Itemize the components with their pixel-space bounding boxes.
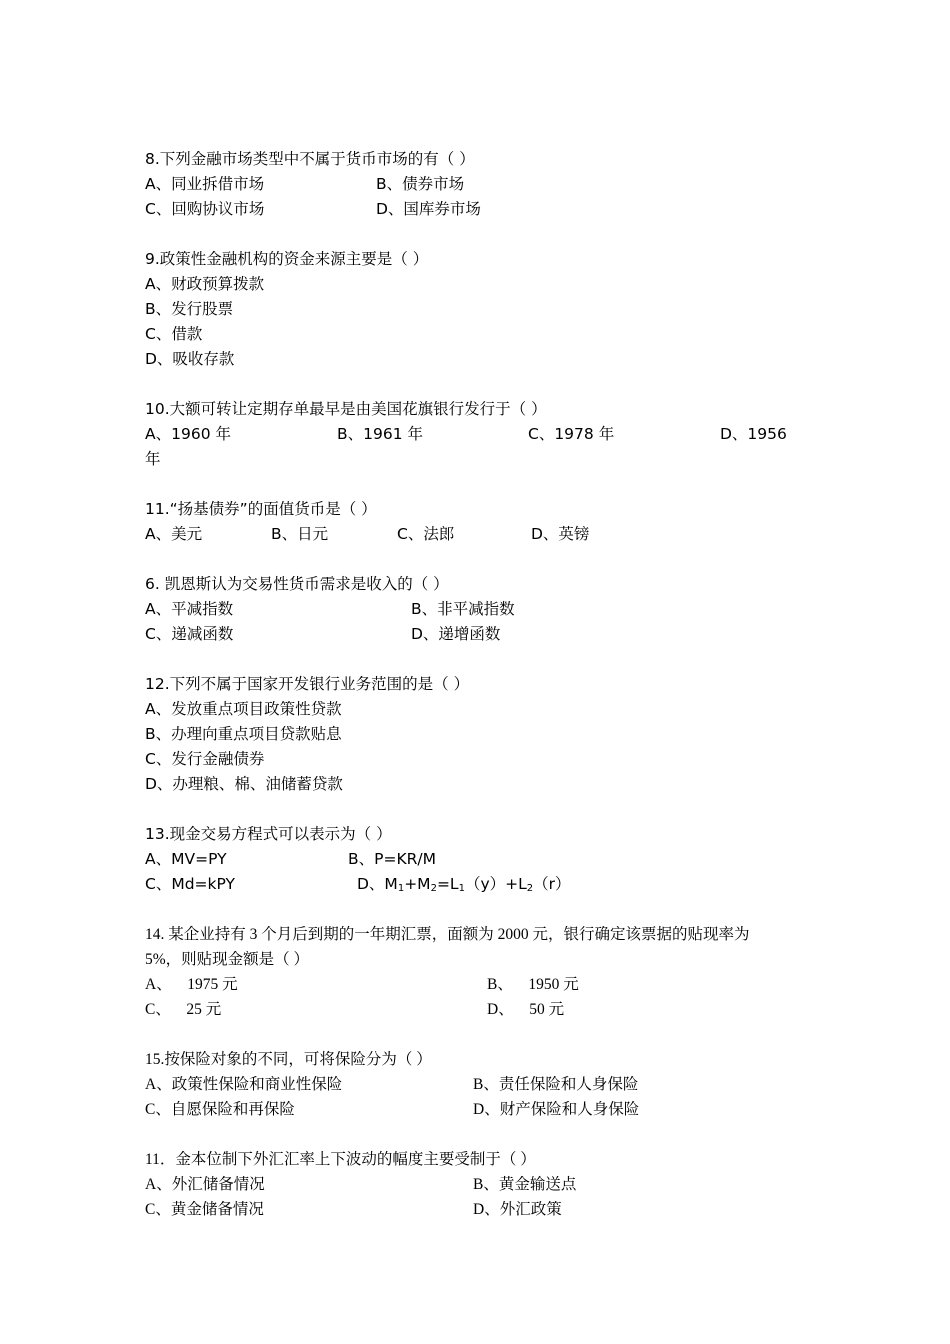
option-a: A、发放重点项目政策性贷款 xyxy=(145,700,342,718)
option-c: C、 25 元 xyxy=(145,1001,222,1018)
option-a: A、1960 年 xyxy=(145,425,231,443)
option-d-wrap: 年 xyxy=(145,450,161,468)
question-9 xyxy=(145,247,815,372)
options-row xyxy=(145,997,815,1022)
question-11 xyxy=(145,497,815,547)
question-15 xyxy=(145,1047,815,1122)
question-6 xyxy=(145,572,815,647)
question-10 xyxy=(145,397,815,472)
options-row xyxy=(145,522,815,547)
option-b: B、非平减指数 xyxy=(411,600,515,618)
option-a: A、MV=PY xyxy=(145,850,227,868)
options-row xyxy=(145,622,815,647)
option-b: B、发行股票 xyxy=(145,300,234,318)
option-d xyxy=(357,872,570,897)
subscript: 2 xyxy=(430,883,437,894)
option-a: A、平减指数 xyxy=(145,600,234,618)
document-page xyxy=(145,147,815,1222)
subscript: 1 xyxy=(397,883,405,894)
options-row xyxy=(145,597,815,622)
subscript: 2 xyxy=(526,883,534,894)
option-c: C、发行金融债券 xyxy=(145,750,265,768)
option-d: D、 50 元 xyxy=(487,1001,565,1018)
options-row xyxy=(145,1097,815,1122)
question-13 xyxy=(145,822,815,897)
question-stem: 9.政策性金融机构的资金来源主要是（ ） xyxy=(145,250,429,268)
options-row xyxy=(145,1172,815,1197)
option-c: C、法郎 xyxy=(397,525,455,543)
option-c: C、递减函数 xyxy=(145,625,234,643)
question-stem: 8.下列金融市场类型中不属于货币市场的有（ ） xyxy=(145,150,475,168)
option-a: A、外汇储备情况 xyxy=(145,1176,265,1193)
option-d: D、英镑 xyxy=(531,525,590,543)
formula-part: =L xyxy=(436,875,459,893)
question-stem: 11.“扬基债券”的面值货币是（ ） xyxy=(145,500,377,518)
option-c: C、Md=kPY xyxy=(145,875,235,893)
option-a: A、同业拆借市场 xyxy=(145,175,265,193)
question-stem: 12.下列不属于国家开发银行业务范围的是（ ） xyxy=(145,675,470,693)
options-row xyxy=(145,172,815,197)
option-d: D、外汇政策 xyxy=(473,1201,562,1218)
options-row xyxy=(145,1197,815,1222)
option-c: C、黄金储备情况 xyxy=(145,1201,264,1218)
formula-part: +M xyxy=(404,875,431,893)
question-11-gold-standard xyxy=(145,1147,815,1222)
question-stem-cont: 5%，则贴现金额是（ ） xyxy=(145,951,310,968)
option-b: B、债券市场 xyxy=(376,175,465,193)
option-b: B、1961 年 xyxy=(337,425,424,443)
option-b: B、黄金输送点 xyxy=(473,1176,577,1193)
options-row xyxy=(145,872,815,897)
option-b: B、P=KR/M xyxy=(348,850,436,868)
subscript: 1 xyxy=(458,883,465,894)
option-d: D、办理粮、棉、油储蓄贷款 xyxy=(145,775,343,793)
options-row xyxy=(145,422,815,447)
option-d: D、递增函数 xyxy=(411,625,501,643)
options-row xyxy=(145,847,815,872)
question-8 xyxy=(145,147,815,222)
option-d: D、吸收存款 xyxy=(145,350,235,368)
question-stem: 13.现金交易方程式可以表示为（ ） xyxy=(145,825,392,843)
question-stem: 14. 某企业持有 3 个月后到期的一年期汇票，面额为 2000 元，银行确定该票据的贴现率为 xyxy=(145,926,750,943)
options-row xyxy=(145,197,815,222)
option-d: D、国库券市场 xyxy=(376,200,481,218)
question-stem: 10.大额可转让定期存单最早是由美国花旗银行发行于（ ） xyxy=(145,400,547,418)
formula-part: （y）+L xyxy=(464,875,527,893)
question-14 xyxy=(145,922,815,1022)
options-row xyxy=(145,1072,815,1097)
option-b: B、责任保险和人身保险 xyxy=(473,1076,639,1093)
option-a: A、美元 xyxy=(145,525,203,543)
question-stem: 15.按保险对象的不同，可将保险分为（ ） xyxy=(145,1051,432,1068)
option-a: A、政策性保险和商业性保险 xyxy=(145,1076,343,1093)
option-b: B、 1950 元 xyxy=(487,976,579,993)
option-c: C、回购协议市场 xyxy=(145,200,265,218)
options-row xyxy=(145,972,815,997)
question-stem: 11．金本位制下外汇汇率上下波动的幅度主要受制于（ ） xyxy=(145,1151,536,1168)
option-a: A、财政预算拨款 xyxy=(145,275,265,293)
question-12 xyxy=(145,672,815,797)
option-c: C、自愿保险和再保险 xyxy=(145,1101,295,1118)
option-c: C、借款 xyxy=(145,325,203,343)
option-b: B、日元 xyxy=(271,525,329,543)
option-b: B、办理向重点项目贷款贴息 xyxy=(145,725,342,743)
option-a: A、 1975 元 xyxy=(145,976,238,993)
option-d-prefix: D、M xyxy=(357,875,398,893)
option-d: D、财产保险和人身保险 xyxy=(473,1101,640,1118)
option-d: D、1956 xyxy=(720,425,787,443)
option-c: C、1978 年 xyxy=(528,425,615,443)
formula-part: （r） xyxy=(533,875,571,893)
question-stem: 6. 凯恩斯认为交易性货币需求是收入的（ ） xyxy=(145,575,449,593)
